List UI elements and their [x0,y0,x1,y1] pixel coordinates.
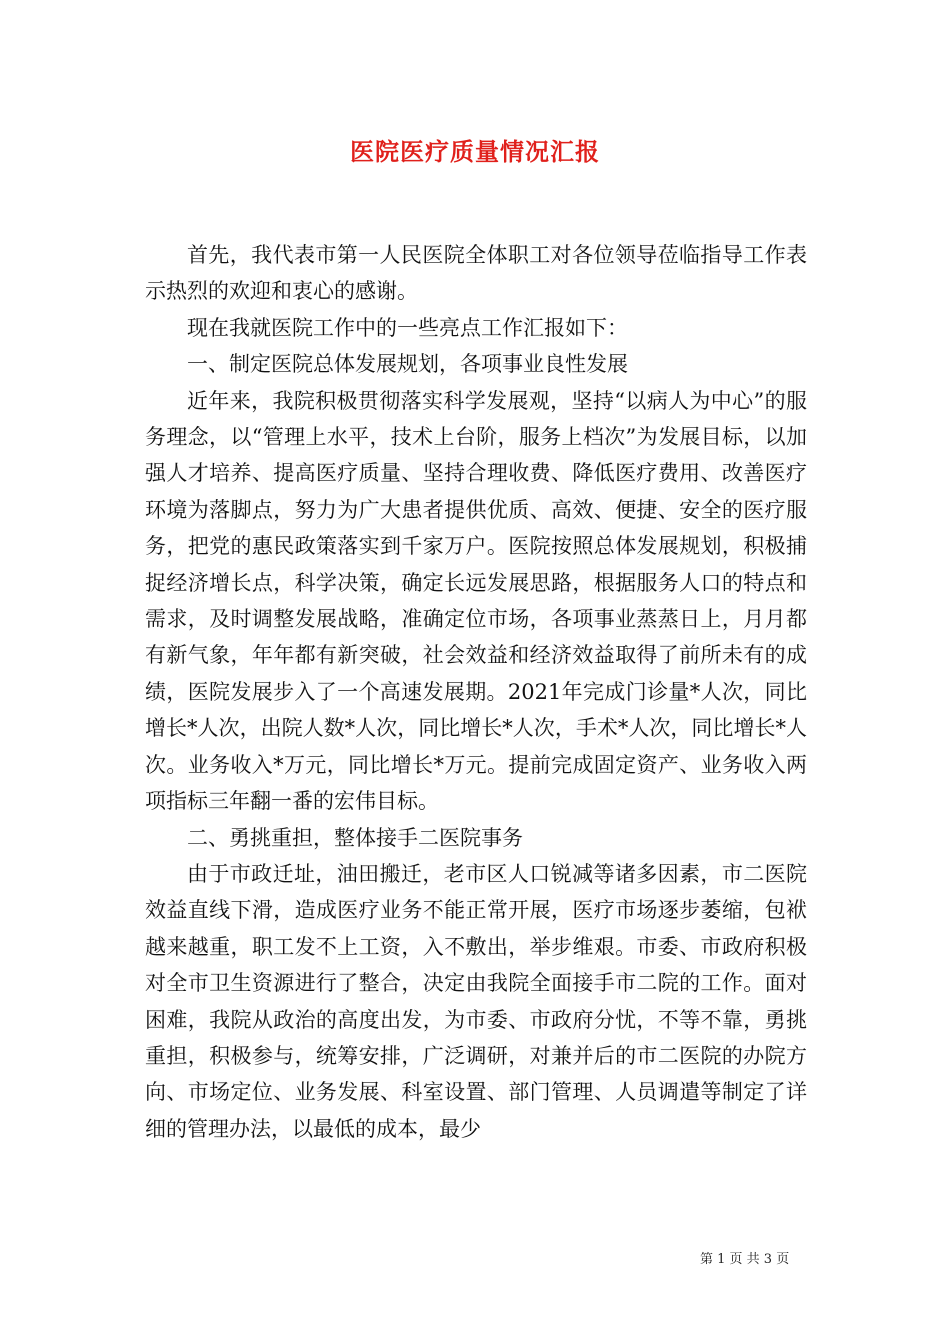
section-heading-2: 二、勇挑重担，整体接手二医院事务 [187,825,523,850]
paragraph-intro: 现在我就医院工作中的一些亮点工作汇报如下： [187,315,628,340]
paragraph-greeting: 首先，我代表市第一人民医院全体职工对各位领导莅临指导工作表示热烈的欢迎和衷心的感谢。 [145,243,807,304]
document-body [145,237,807,1147]
page-number-footer: 第 1 页 共 3 页 [700,1252,790,1267]
section-heading-1: 一、制定医院总体发展规划，各项事业良性发展 [187,352,628,377]
paragraph-section-2: 由于市政迁址，油田搬迁，老市区人口锐减等诸多因素，市二医院效益直线下滑，造成医疗业务不能正常开展，医疗市场逐步萎缩，包袱越来越重，职工发不上工资，入不敷出，举步维艰。市委、市政府积极对全市卫生资源进行了整合，决定由我院全面接手市二院的工作。面对困难，我院从政治的高度出发，为市委、市政府分忧，不等不靠，勇挑重担，积极参与，统筹安排，广泛调研，对兼并后的市二医院的办院方向、市场定位、业务发展、科室设置、部门管理、人员调遣等制定了详细的管理办法，以最低的成本，最少 [145,861,807,1141]
document-title: 医院医疗质量情况汇报 [350,137,600,166]
paragraph-section-1: 近年来，我院积极贯彻落实科学发展观，坚持“以病人为中心”的服务理念，以“管理上水平，技术上台阶，服务上档次”为发展目标，以加强人才培养、提高医疗质量、坚持合理收费、降低医疗费用、改善医疗环境为落脚点，努力为广大患者提供优质、高效、便捷、安全的医疗服务，把党的惠民政策落实到千家万户。医院按照总体发展规划，积极捕捉经济增长点，科学决策，确定长远发展思路，根据服务人口的特点和需求，及时调整发展战略，准确定位市场，各项事业蒸蒸日上，月月都有新气象，年年都有新突破，社会效益和经济效益取得了前所未有的成绩，医院发展步入了一个高速发展期。2021年完成门诊量*人次，同比增长*人次，出院人数*人次，同比增长*人次，手术*人次，同比增长*人次。业务收入*万元，同比增长*万元。提前完成固定资产、业务收入两项指标三年翻一番的宏伟目标。 [145,388,807,814]
